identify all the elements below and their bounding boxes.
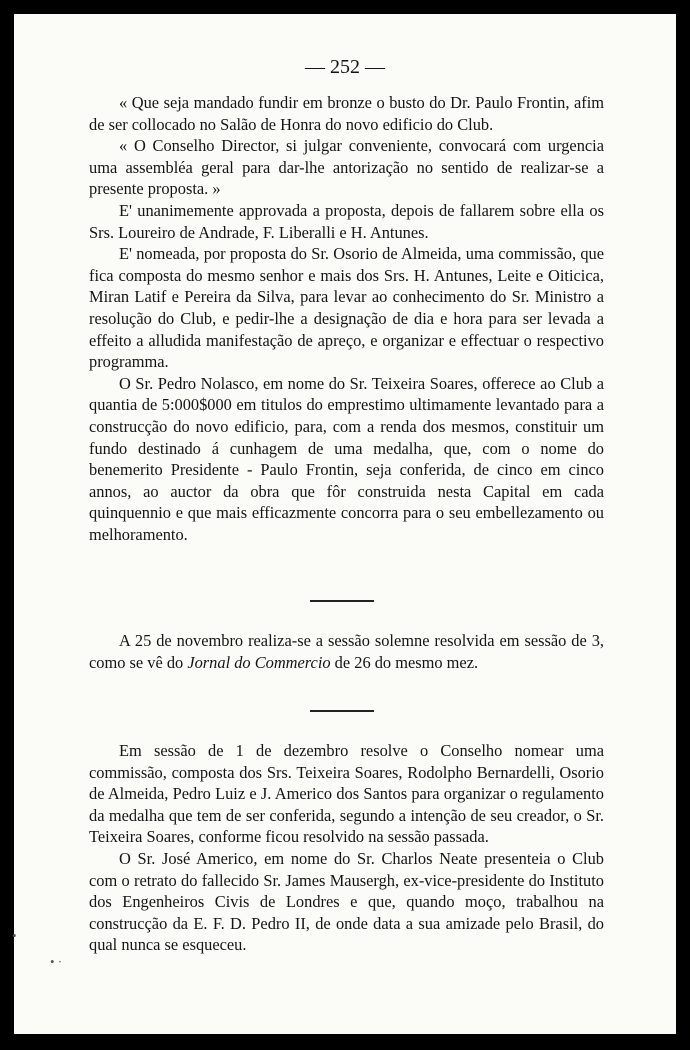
paragraph: O Sr. José Americo, em nome do Sr. Charlos Neate presenteia o Club com o retrato do fallecido Sr. James Mausergh, ex-vice-presidente do Instituto dos Engenheiros Civis de Londres e que, quando moço, trabalhou na construcção da E. F. D. Pedro II, de onde data a sua amizade pelo Brasil, do qual nunca se esqueceu. [89, 848, 604, 955]
section-proposals [89, 92, 604, 545]
margin-mark: • [12, 928, 17, 943]
section-solemn-session [89, 630, 604, 673]
section-divider [310, 600, 374, 602]
text-fragment: de 26 do mesmo mez. [330, 652, 479, 672]
section-december-session [89, 740, 604, 956]
paragraph [89, 630, 604, 673]
paragraph: « Que seja mandado fundir em bronze o busto do Dr. Paulo Frontin, afim de ser collocado no Salão de Honra do novo edificio do Club. [89, 93, 604, 134]
paragraph: « O Conselho Director, si julgar conveniente, convocará com urgencia uma assembléa geral para dar-lhe antorização no sentido de realizar-se a presente proposta. » [89, 136, 604, 199]
paragraph: E' unanimemente approvada a proposta, depois de fallarem sobre ella os Srs. Loureiro de Andrade, F. Liberalli e H. Antunes. [89, 200, 604, 242]
paragraph: Em sessão de 1 de dezembro resolve o Conselho nomear uma commissão, composta dos Srs. Teixeira Soares, Rodolpho Bernardelli, Osorio de Almeida, Pedro Luiz e J. Americo dos Santos para organizar o regulamento da medalha que tem de ser conferida, segundo a intenção de seu creador, o Sr. Teixeira Soares, conforme ficou resolvido na sessão passada. [89, 741, 604, 847]
paragraph: E' nomeada, por proposta do Sr. Osorio de Almeida, uma commissão, que fica composta do mesmo senhor e mais dos Srs. H. Antunes, Leite e Oiticica, Miran Latif e Pereira da Silva, para levar ao conhecimento do Sr. Ministro a resolução do Club, e pedir-lhe a designação de dia e hora para ser levada a effeito a alludida manifestação de apreço, e organizar e effectuar o respectivo programma. [89, 244, 604, 372]
section-divider [310, 710, 374, 712]
document-page [14, 14, 676, 1034]
margin-mark: • · [50, 954, 63, 969]
newspaper-title: Jornal do Commercio [187, 652, 331, 672]
text-fragment: A 25 de novembro realiza-se a sessão solemne resolvida em sessão de 3, como se vê do [89, 631, 604, 672]
paragraph: O Sr. Pedro Nolasco, em nome do Sr. Teixeira Soares, offerece ao Club a quantia de 5:000$000 em titulos do emprestimo ultimamente levantado para a construcção do novo edificio, para, com a renda dos mesmos, constituir um fundo destinado á cunhagem de uma medalha, que, com o nome do benemerito Presidente - Paulo Frontin, seja conferida, de cinco em cinco annos, ao auctor da obra que fôr construida nesta Capital em cada quinquennio e que mais efficazmente concorra para o seu embellezamento ou melhoramento. [89, 373, 604, 544]
page-number: — 252 — [305, 56, 385, 78]
